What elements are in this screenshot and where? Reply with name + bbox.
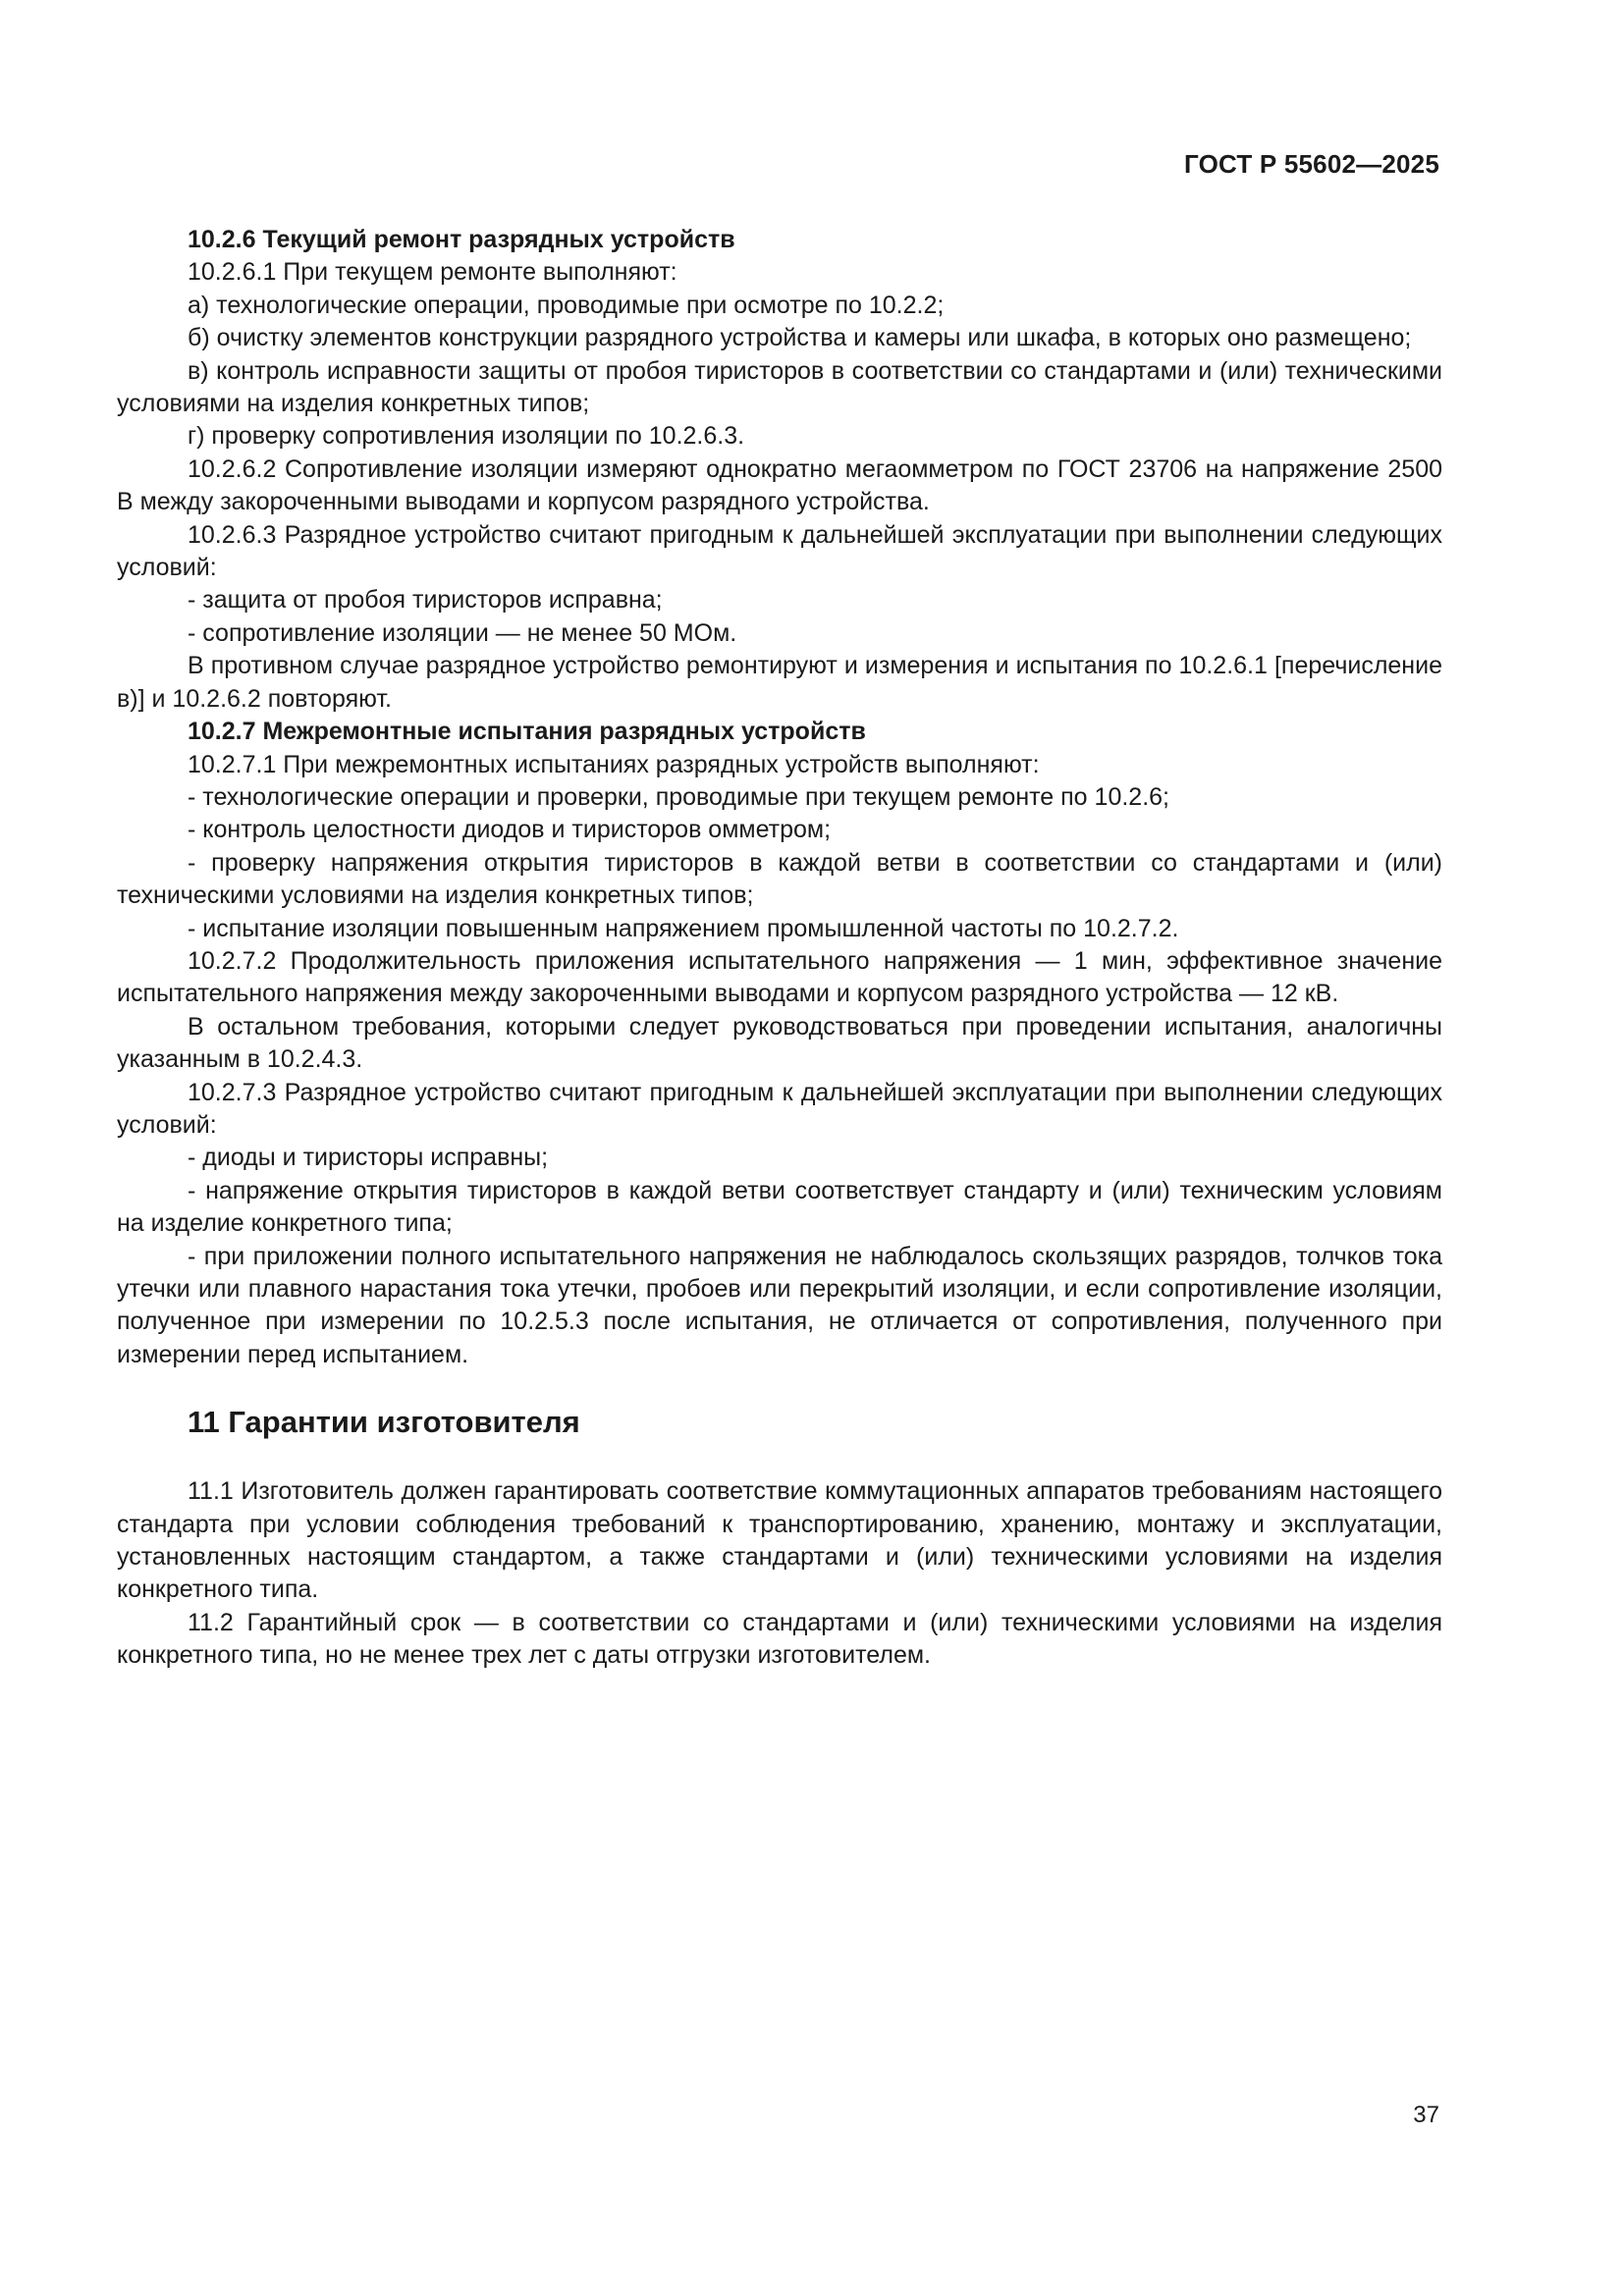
list-item: - диоды и тиристоры исправны; — [188, 1144, 549, 1172]
list-item: б) очистку элементов конструкции разрядного устройства и камеры или шкафа, в которых оно размещено; — [188, 324, 1412, 352]
paragraph: 11.2 Гарантийный срок — в соответствии со стандартами и (или) техническими условиями на изделия конкретного типа, но не менее трех лет с даты отгрузки изготовителем. — [117, 1608, 1442, 1670]
standard-code: ГОСТ Р 55602—2025 — [1184, 149, 1439, 179]
section-heading-11: 11 Гарантии изготовителя — [188, 1405, 580, 1440]
paragraph: 10.2.7.1 При межремонтных испытаниях разрядных устройств выполняют: — [188, 750, 1040, 778]
paragraph: 11.1 Изготовитель должен гарантировать соответствие коммутационных аппаратов требованиям настоящего стандарта при условии соблюдения требований к транспортированию, хранению, монтажу и эксплуатации, установленных настоящим стандартом, а также стандартами и (или) техническими условиями на изделия конкретного типа. — [117, 1477, 1442, 1604]
paragraph: 10.2.6.2 Сопротивление изоляции измеряют однократно мегаомметром по ГОСТ 23706 на напряжение 2500 В между закороченными выводами и корпусом разрядного устройства. — [117, 454, 1442, 516]
paragraph: 10.2.6.3 Разрядное устройство считают пригодным к дальнейшей эксплуатации при выполнении следующих условий: — [117, 520, 1442, 582]
list-item: - контроль целостности диодов и тиристоров омметром; — [188, 816, 832, 844]
list-item: - сопротивление изоляции — не менее 50 МОм. — [188, 618, 737, 647]
list-item: - испытание изоляции повышенным напряжением промышленной частоты по 10.2.7.2. — [188, 914, 1179, 942]
list-item: - технологические операции и проверки, проводимые при текущем ремонте по 10.2.6; — [188, 782, 1169, 811]
paragraph: 10.2.7.2 Продолжительность приложения испытательного напряжения — 1 мин, эффективное значение испытательного напряжения между закороченными выводами и корпусом разрядного устройства — 12 кВ. — [117, 946, 1442, 1008]
subsection-heading-10-2-6: 10.2.6 Текущий ремонт разрядных устройств — [188, 226, 735, 253]
list-item: а) технологические операции, проводимые при осмотре по 10.2.2; — [188, 291, 945, 319]
list-item: - защита от пробоя тиристоров исправна; — [188, 586, 663, 614]
paragraph: В противном случае разрядное устройство ремонтируют и измерения и испытания по 10.2.6.1 [перечисление в)] и 10.2.6.2 повторяют. — [117, 652, 1442, 713]
list-item: в) контроль исправности защиты от пробоя тиристоров в соответствии со стандартами и (или) техническими условиями на изделия конкретных типов; — [117, 356, 1442, 418]
page-number: 37 — [1413, 2102, 1439, 2128]
list-item: - напряжение открытия тиристоров в каждой ветви соответствует стандарту и (или) техническим условиям на изделие конкретного типа; — [117, 1176, 1442, 1238]
subsection-heading-10-2-7: 10.2.7 Межремонтные испытания разрядных устройств — [188, 718, 866, 746]
list-item: - при приложении полного испытательного напряжения не наблюдалось скользящих разрядов, толчков тока утечки или плавного нарастания тока утечки, пробоев или перекрытий изоляции, и если сопротивление изоляции, полученное при измерении по 10.2.5.3 после испытания, не отличается от сопротивления, полученного при измерении перед испытанием. — [117, 1242, 1442, 1368]
document-body — [117, 224, 1442, 1673]
list-item: г) проверку сопротивления изоляции по 10.2.6.3. — [188, 422, 745, 451]
paragraph: 10.2.6.1 При текущем ремонте выполняют: — [188, 258, 677, 287]
paragraph: В остальном требования, которыми следует руководствоваться при проведении испытания, аналогичны указанным в 10.2.4.3. — [117, 1012, 1442, 1074]
paragraph: 10.2.7.3 Разрядное устройство считают пригодным к дальнейшей эксплуатации при выполнении следующих условий: — [117, 1078, 1442, 1139]
list-item: - проверку напряжения открытия тиристоров в каждой ветви в соответствии со стандартами и (или) техническими условиями на изделия конкретных типов; — [117, 848, 1442, 910]
